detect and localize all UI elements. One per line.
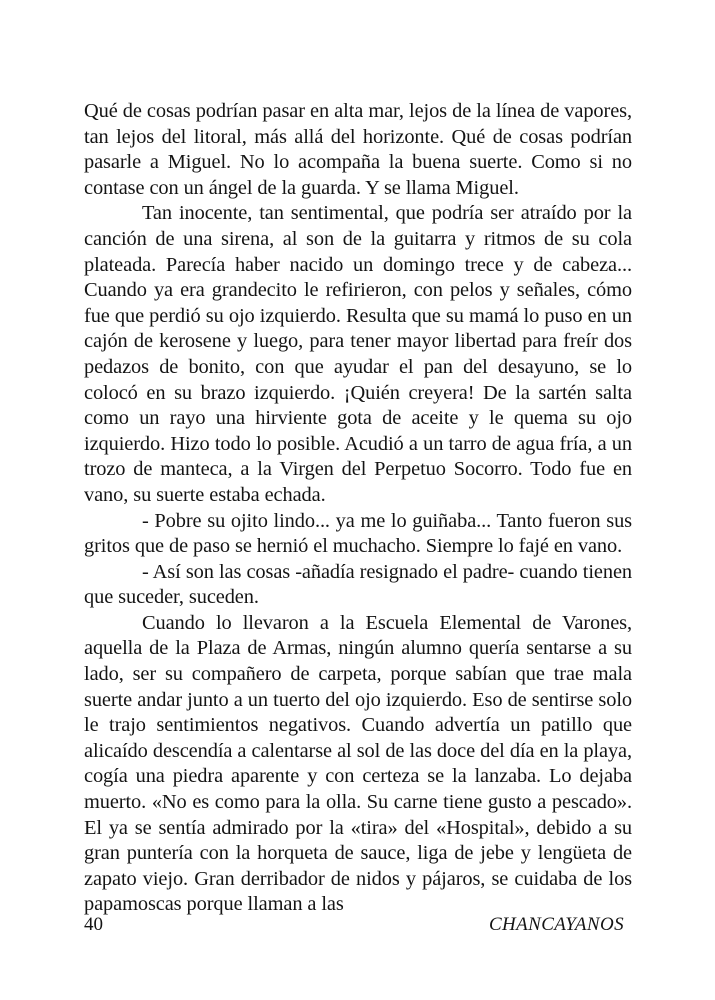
paragraph-3-dialogue: - Pobre su ojito lindo... ya me lo guiñaba... Tanto fueron sus gritos que de paso se hernió el muchacho. Siempre lo fajé en vano. — [84, 509, 632, 558]
page-number: 40 — [84, 914, 103, 935]
paragraph-4-dialogue: - Así son las cosas -añadía resignado el padre- cuando tienen que suceder, suceden. — [84, 560, 632, 609]
page-body — [84, 99, 632, 918]
paragraph-1: Qué de cosas podrían pasar en alta mar, lejos de la línea de vapores, tan lejos del litoral, más allá del horizonte. Qué de cosas podrían pasarle a Miguel. No lo acompaña la buena suerte. Como si no contase con un ángel de la guarda. Y se llama Miguel. — [84, 100, 632, 199]
paragraph-5: Cuando lo llevaron a la Escuela Elemental de Varones, aquella de la Plaza de Armas, ningún alumno quería sentarse a su lado, ser su compañero de carpeta, porque sabían que trae mala suerte andar junto a un tuerto del ojo izquierdo. Eso de sentirse solo le trajo sentimientos negativos. Cuando advertía un patillo que alicaído descendía a calentarse al sol de las doce del día en la playa, cogía una piedra aparente y con certeza se la lanzaba. Lo dejaba muerto. «No es como para la olla. Su carne tiene gusto a pescado». El ya se sentía admirado por la «tira» del «Hospital», debido a su gran puntería con la horqueta de sauce, liga de jebe y lengüeta de zapato viejo. Gran derribador de nidos y pájaros, se cuidaba de los papamoscas porque llaman a las — [84, 611, 632, 916]
paragraph-2: Tan inocente, tan sentimental, que podría ser atraído por la canción de una sirena, al son de la guitarra y ritmos de su cola plateada. Parecía haber nacido un domingo trece y de cabeza... Cuando ya era grandecito le refirieron, con pelos y señales, cómo fue que perdió su ojo izquierdo. Resulta que su mamá lo puso en un cajón de kerosene y luego, para tener mayor libertad para freír dos pedazos de bonito, con que ayudar el pan del desayuno, se lo colocó en su brazo izquierdo. ¡Quién creyera! De la sartén salta como un rayo una hirviente gota de aceite y le quema su ojo izquierdo. Hizo todo lo posible. Acudió a un tarro de agua fría, a un trozo de manteca, a la Virgen del Perpetuo Socorro. Todo fue en vano, su suerte estaba echada. — [84, 202, 632, 506]
page-footer — [84, 914, 632, 942]
running-title: CHANCAYANOS — [488, 914, 624, 935]
